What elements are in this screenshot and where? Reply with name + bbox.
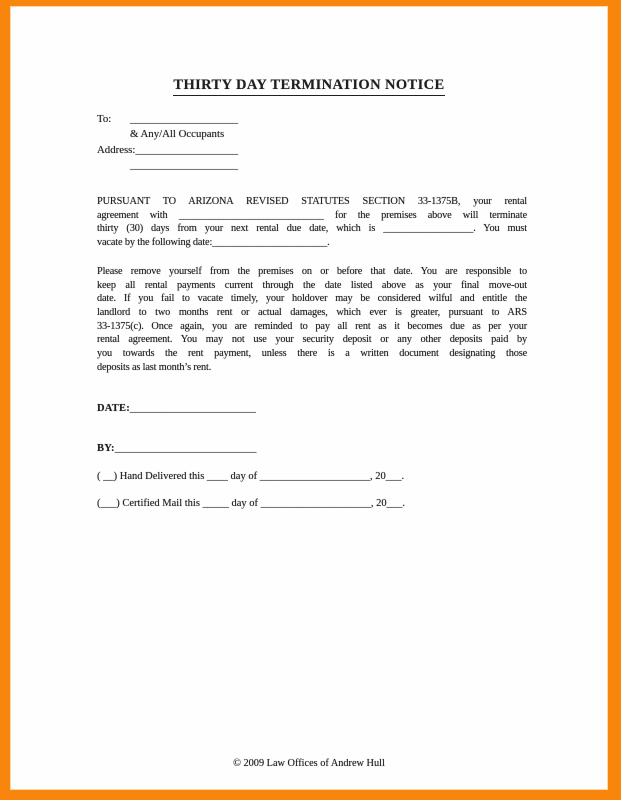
footer-copyright: © 2009 Law Offices of Andrew Hull: [233, 758, 385, 769]
paragraph-line: you towards the rent payment, unless there is a written document designating those: [97, 347, 527, 359]
date-line: [97, 402, 256, 416]
paragraph-line: Please remove yourself from the premises on or before that date. You are responsible to: [97, 266, 527, 277]
certified-mail-line: (___) Certified Mail this _____ day of _____________________, 20___.: [97, 498, 405, 509]
by-line: [97, 442, 256, 456]
notice-paragraph-2: [97, 265, 527, 374]
address-line: [97, 143, 238, 158]
paragraph-line: deposits as last month’s rent.: [97, 361, 212, 373]
paragraph-line: rental agreement. You may not use your security deposit or any other deposits paid by: [97, 334, 527, 346]
paragraph-line: agreement with _____________________________ for the premises above will terminate: [97, 209, 527, 221]
paragraph-line: keep all rental payments current through the date listed above as your final move-out: [97, 279, 527, 291]
occupants-line: & Any/All Occupants: [130, 128, 225, 141]
paragraph-line: PURSUANT TO ARIZONA REVISED STATUTES SECTION 33-1375B, your rental: [97, 196, 527, 207]
to-line: [97, 112, 238, 127]
paragraph-line: thirty (30) days from your next rental due date, which is __________________. You must: [97, 223, 527, 235]
date-blank-line: ________________________: [129, 403, 256, 414]
title-row: [10, 77, 608, 94]
paragraph-line: date. If you fail to vacate timely, your holdover may be considered wilful and entitle the: [97, 293, 527, 305]
hand-delivered-line: ( __) Hand Delivered this ____ day of _____________________, 20___.: [97, 471, 405, 482]
by-blank-line: ___________________________: [114, 443, 257, 454]
by-label: BY:: [97, 443, 115, 454]
to-label: To:: [97, 113, 112, 125]
paragraph-line: vacate by the following date:_______________________.: [97, 236, 330, 248]
date-label: DATE:: [97, 403, 130, 414]
paragraph-line: 33-1375(c). Once again, you are reminded to pay all rent as it becomes due as per your: [97, 320, 527, 332]
paragraph-line: landlord to two months rent or actual damages, which ever is greater, pursuant to ARS: [97, 306, 527, 318]
notice-paragraph-1: [97, 195, 527, 250]
address-blank-line: ___________________: [135, 143, 238, 156]
address-label: Address:: [97, 143, 136, 156]
page-title: THIRTY DAY TERMINATION NOTICE: [173, 77, 444, 96]
recipient-block: [97, 112, 238, 174]
address-blank-line-2: ____________________: [130, 159, 238, 172]
to-blank-line: ____________________: [130, 113, 238, 125]
